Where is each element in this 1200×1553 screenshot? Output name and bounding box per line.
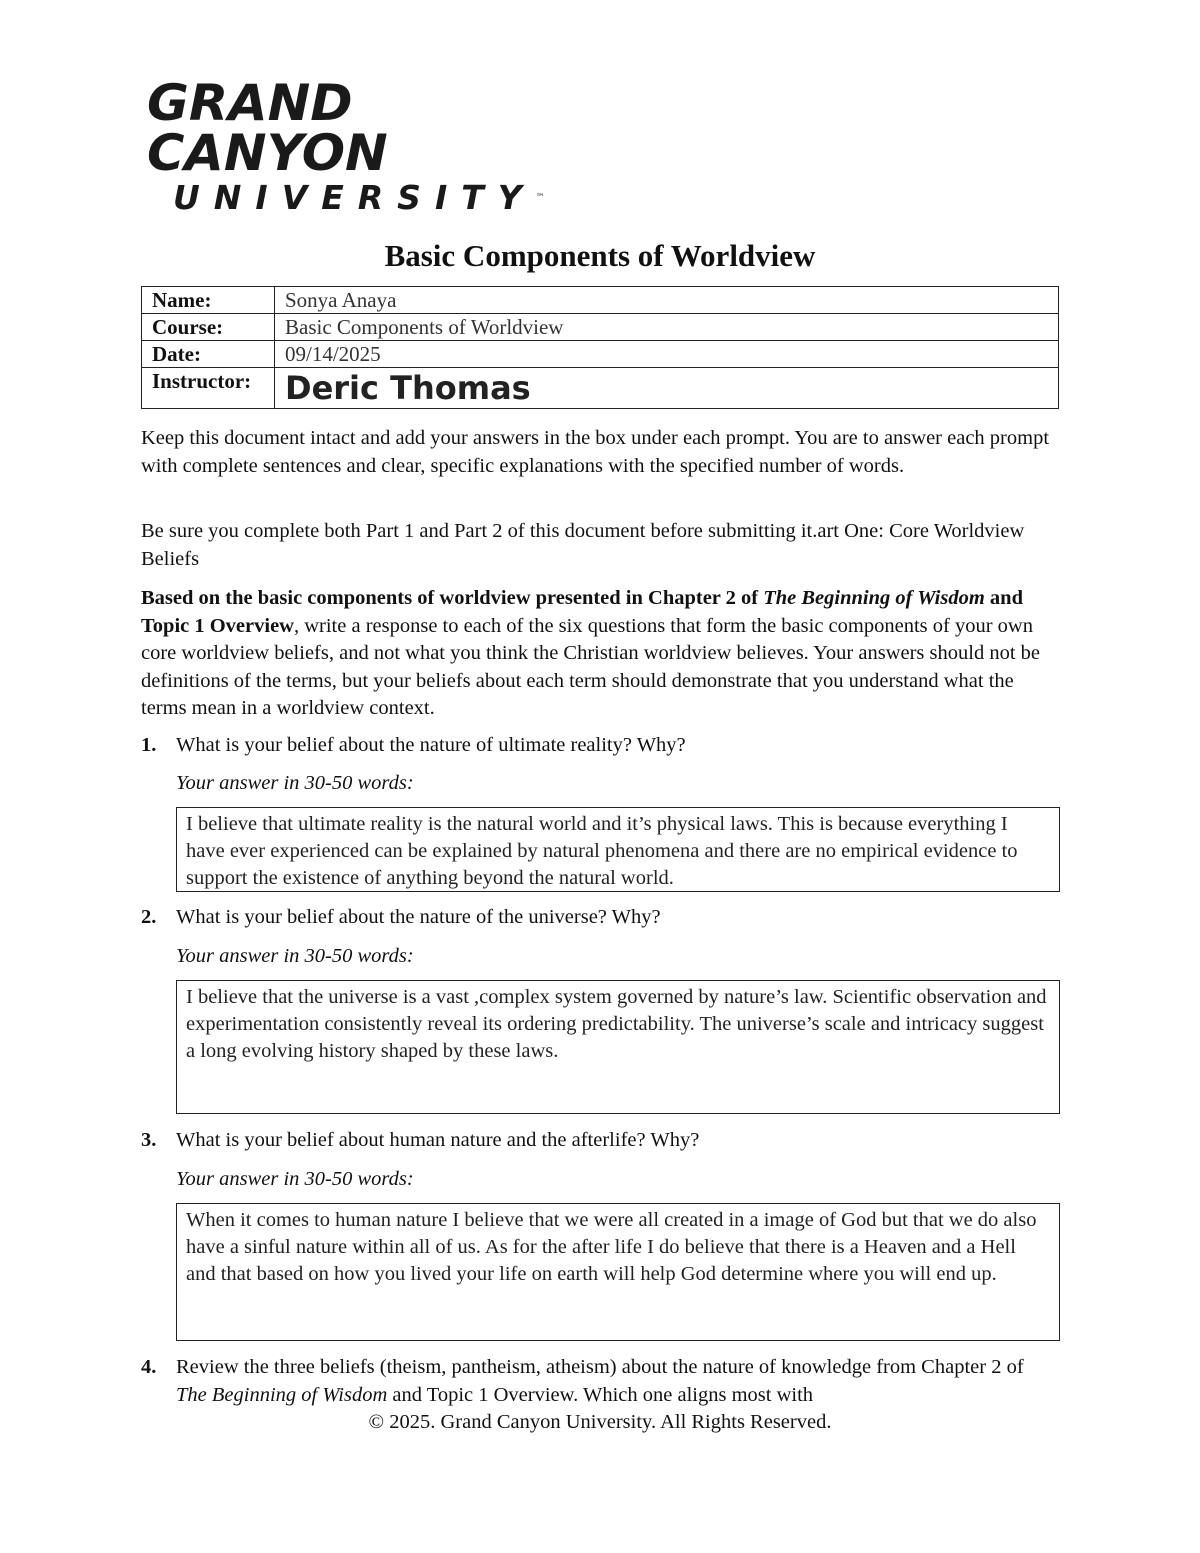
instructions-bold-topic: and Topic 1 Overview: [141, 587, 1023, 637]
question-number: 2.: [141, 906, 157, 928]
question-4: [141, 1354, 1059, 1409]
date-label: Date:: [142, 341, 275, 368]
document-title: Basic Components of Worldview: [384, 238, 816, 273]
university-logo: [147, 74, 567, 217]
answer-prompt-3: Your answer in 30-50 words:: [176, 1168, 414, 1190]
logo-university-text: UNIVERSITY: [173, 178, 536, 217]
instructor-label: Instructor:: [142, 368, 275, 409]
question-number: 1.: [141, 734, 157, 756]
question-text: What is your belief about the nature of the universe? Why?: [176, 906, 661, 928]
course-value[interactable]: Basic Components of Worldview: [275, 314, 1059, 341]
instructions-rest: , write a response to each of the six questions that form the basic components of your own core worldview beliefs, and not what you think the Christian worldview believes. Your answers should not be definitions of the terms, but your beliefs about each term should demonstrate that you understand what the terms mean in a worldview context.: [141, 614, 1040, 719]
question-1: [141, 732, 1059, 760]
course-label: Course:: [142, 314, 275, 341]
answer-box-2[interactable]: I believe that the universe is a vast ,complex system governed by nature’s law. Scientific observation and experimentation consistently reveal its ordering predictability. The universe’s scale and intricacy suggest a long evolving history shaped by these laws.: [176, 980, 1060, 1114]
info-row-instructor: [142, 368, 1059, 409]
info-row-name: [142, 287, 1059, 314]
question-text: What is your belief about human nature and the afterlife? Why?: [176, 1129, 700, 1151]
answer-box-1[interactable]: I believe that ultimate reality is the natural world and it’s physical laws. This is because everything I have ever experienced can be explained by natural phenomena and there are no empirical evidence to support the existence of anything beyond the natural world.: [176, 807, 1060, 892]
logo-line-grand-canyon: GRAND CANYON: [147, 74, 388, 182]
instructions-paragraph-2: Be sure you complete both Part 1 and Part 2 of this document before submitting it.art One: Core Worldview Beliefs: [141, 520, 1025, 570]
question-number: 4.: [141, 1356, 157, 1378]
instructions-bold-lead: Based on the basic components of worldview presented in Chapter 2 of: [141, 587, 764, 609]
answer-box-3[interactable]: When it comes to human nature I believe that we were all created in a image of God but that we do also have a sinful nature within all of us. As for the after life I do believe that there is a Heaven and a Hell and that based on how you lived your life on earth will help God determine where you will end up.: [176, 1203, 1060, 1341]
answer-prompt-1: Your answer in 30-50 words:: [176, 772, 414, 794]
question-text: What is your belief about the nature of ultimate reality? Why?: [176, 734, 686, 756]
instructions-paragraph-1: Keep this document intact and add your answers in the box under each prompt. You are to answer each prompt with complete sentences and clear, specific explanations with the specified number of words.: [141, 427, 1050, 477]
question-4-text-part1: Review the three beliefs (theism, pantheism, atheism) about the nature of knowledge from Chapter 2 of: [176, 1356, 1024, 1378]
instructions-paragraph-3: [141, 585, 1059, 723]
student-info-table: [141, 286, 1059, 409]
question-3: [141, 1127, 1059, 1155]
question-text: [176, 1354, 1059, 1409]
answer-prompt-2: Your answer in 30-50 words:: [176, 945, 414, 967]
question-4-text-part2: and Topic 1 Overview. Which one aligns most with: [387, 1383, 814, 1406]
name-label: Name:: [142, 287, 275, 314]
trademark-mark: ™: [535, 193, 545, 203]
name-value[interactable]: Sonya Anaya: [275, 287, 1059, 314]
question-4-book-title: The Beginning of Wisdom: [176, 1383, 388, 1406]
book-title-italic: The Beginning of Wisdom: [763, 587, 985, 609]
copyright-footer: © 2025. Grand Canyon University. All Rights Reserved.: [368, 1411, 832, 1433]
logo-line-university: [173, 180, 567, 216]
instructor-value[interactable]: Deric Thomas: [275, 368, 1059, 409]
question-number: 3.: [141, 1129, 157, 1151]
question-2: [141, 904, 1059, 932]
info-row-course: [142, 314, 1059, 341]
info-row-date: [142, 341, 1059, 368]
date-value[interactable]: 09/14/2025: [275, 341, 1059, 368]
